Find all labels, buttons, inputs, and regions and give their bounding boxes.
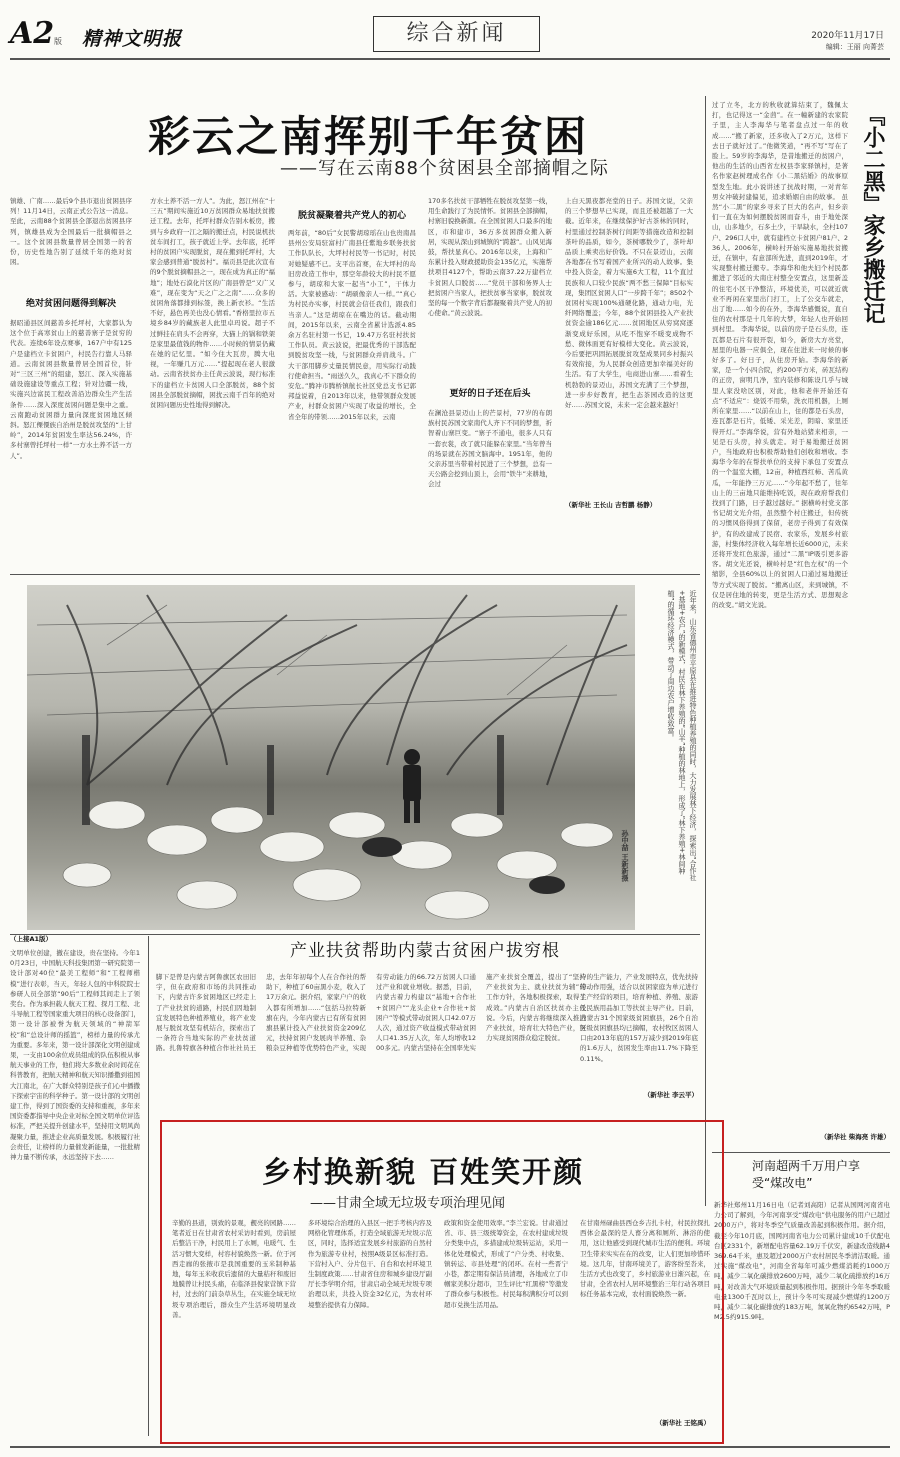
side-brief-headline: 河南超两千万用户享受“煤改电” (752, 1159, 861, 1190)
side-brief-body: 新华社郑州11月16日电（记者刘高阳）记者从国网河南省电力公司了解到，今年河南享受“煤改电”供电服务的用户已超过2000万户，将对冬季空气质量改善起到积极作用。据介绍，截至今年10月底，国网河南省电力公司累计建成10千伏配电台区2331个，新增配电容量62.19万千伏安，新建改造线路4369.64千米，惠及超过2000万户农村居民冬季清洁取暖。通过实施“煤改电”，河南全省每年可减少燃煤消耗约1000万吨，减少二氧化碳排放2600万吨，减少二氧化硫排放约16万吨，对改善大气环境质量起到积极作用。据预计今年冬季取暖电量1300千瓦时以上，预计今冬可实现减少燃煤约1200万吨，减少二氧化碳排放约183万吨，氮氧化物约6542万吨，PM2.5约915.9吨。 (714, 1201, 890, 1322)
footer-rule (10, 1446, 890, 1448)
right-story-headline: 『小二黑』家乡搬迁记 (860, 104, 886, 324)
header-rule (10, 58, 890, 60)
inner-mongolia-right-col: 户的生产能力，产业发展特点，优先扶持带动作用强，适合以贫困家庭为单元进行生产经营的项目，培育种植、养殖、旅游及民族用品加工等扶贫主导产业。目前，内蒙古31个国家级贫困旗县，26个自治区级贫困旗县均已摘帽，农村牧区贫困人口由2013年底的157万减少到2019年底的1.6万人，贫困发生率由11.7%下降至0.11%。 (580, 973, 698, 1063)
side-brief-rule (712, 1152, 890, 1153)
continued-label: （上接A1版） (10, 935, 53, 943)
lead-col5-body: 170多名扶贫干部牺牲在脱贫攻坚第一线，用生命践行了为民情怀。贫困县全部摘帽，村寨旧貌换新颜。在全国贫困人口最多的地区，市和建市，36万多贫困群众搬入新居，实现从深山到城镇的“跨越”。山风见海鼓，帮扶显真心。2016年以来，上海和广东累计投入财政援助资金135亿元，实施帮扶项目4127个，帮助云南37.22万建档立卡贫困人口脱贫……“党员干部和务界人士把贫困户当家人，把扶贫事当家事，脱贫攻坚的每一个数字背后都凝聚着共产党人的初心使命。”黄云波说。 (428, 197, 552, 318)
gansu-byline: （新华社 王铭禹） (655, 1419, 710, 1427)
lead-byline: （新华社 王长山 吉哲鹏 杨静） (565, 501, 657, 509)
lead-intro: 镇雄、广南……最后9个县市退出贫困县序列！11月14日，云南正式公告这一消息。至此，云南88个贫困县全部退出贫困县序列，镇雄县成为全国最后一批摘帽县之一。这个贫困县数量曾居全国第一的省份，历史性地告别了延续千年的绝对贫困。 (10, 197, 132, 267)
lead-col6-body: 上白天黑夜都亮堂的日子。苏国文说，父亲的三个梦想早已实现，而且还被超越了一大截。近年来，在继续保护好古茶林的同时，村里通过控制茶树行间距等措施改造和控制茶叶的品质，如今，茶树哪数少了，茶叶却品质上乘卖出好价钱。不只在景迈山，云南各地都在书写着国产业所兴的动人故事。集中投入资金，着力实施6大工程，11个直过民族和人口较少民族“两不愁三保障”目标实现，集团区贫困人口“一步跨千年”；8502个贫困村实现100%通硬化路，通动力电，光纤网络覆盖；今年，88个贫困县投入产业扶贫资金逾186亿元……贫困地区从穷窝窝逐渐变成好乐园，从吃不饱穿不暖变成物不愁、微体面更有好模样大变化。黄云波说，今后要把巩固拓展脱贫攻坚成果同乡村振兴有效衔接，为人民群众创造更加幸福美好的生活。有了大学生，电商进山寨……看着生机勃勃的景迈山，苏国文充满了三个梦想，进一步步好教育，把生态茶园改造的这更好……苏国文说，未来一定会越来越好！ (565, 197, 693, 410)
photo-illustration (27, 585, 635, 930)
lead-headline: 彩云之南挥别千年贫困 (148, 112, 589, 161)
inner-mongolia-byline: （新华社 李云平） (643, 1091, 698, 1099)
lead-subhead-1: 绝对贫困问题得到解决 (25, 299, 116, 309)
page-suffix: 版 (54, 37, 62, 46)
gansu-col4: 在甘南州碌曲县西仓乡吉扎卡村，村民拉探扎西体会最深的是人畜分离和厕所、淋浴的使用，这让他感受到现代城市生活的便利。环境卫生带来实实在在的改变，让人们更加珍惜环境。这几年，甘南环境美了，游客纷至沓来，生活方式也改变了，乡村旅游业日渐兴起，在甘肃，全省农村人居环境整治三年行动各项目标任务基本完成，农村面貌焕然一新。 (580, 1219, 710, 1299)
lead-subhead-3: 更好的日子还在后头 (449, 389, 531, 399)
inner-mongolia-headline: 产业扶贫帮助内蒙古贫困户拔穷根 (290, 941, 560, 961)
inner-mongolia-body: 脚下是曾是内蒙古阿鲁旗区农田旧宇，但在政府和市场的共同推动下，内蒙古许多贫困地区已经走上了产业扶贫的道路，村民们因地制宜发展特色种植养殖业，将产业发展与脱贫攻坚有机结合，探索出了一条符合当地实际的产业扶贫道路。扎鲁特旗各种植合作社社员王忠，去年年初每个人在合作社的帮助下，种植了60亩黑小麦，收入了17万余元。据介绍，家家户户的收入都有所增加……“包括马拉特新旗在内，今年内蒙古已有所有贫困旗县累计投入产业扶贫资金209亿元，扶持贫困户发展肉羊养殖、杂粮杂豆种植等优势特色产业，实现有劳动能力的66.72万贫困人口通过产业和就业增收。据悉，目前，内蒙古着力构建以“基地+合作社+贫困户”“龙头企业+合作社+贫困户”等模式带动贫困人口42.07万人次，通过资产收益模式带动贫困人口41.35万人次，年人均增收1200多元。内蒙古坚持在全国率先实施产业扶贫全覆盖，提出了“坚持产业扶贫为主、就业扶贫为辅”的工作方针，各地积极探索，取得了成效。”内蒙古自治区扶贫办主任说。今后，内蒙古将继续深入推进产业扶贫，培育壮大特色产业，努力实现贫困群众稳定脱贫。 (156, 973, 586, 1053)
page-number: A2 (10, 16, 55, 51)
gansu-subheadline: ——甘肃全域无垃圾专项治理见闻 (310, 1196, 506, 1211)
photo-credit: 孙中喆 王新新摄 (621, 830, 629, 882)
continued-story-rule (148, 936, 149, 1436)
lead-col2-body: 方水土养不活一方人”。为此，怒江州在“十三五”期间实施近10万贫困群众易地扶贫搬迁工程。去年，托坪村群众告别木板房，搬到与乡政府一江之隔的搬迁点，村民说机扶贫车间打工，孩子就近上学。去年底，托坪村的贫困户实现脱贫，现在搬到托坪村，大家会感到普通“脱贫村”。福贡县是此次宣布的9个脱贫摘帽县之一，现在成为真正的“福地”；地处石漠化片区的广南县曾是“又广又难”，现在变为“天之广之之南”……众多的贫困角落都排到标签，换上新衣衫。“生活不好，悬色再美也没心情看。”香格里拉市五境乡84岁的藏族老人此里卓玛说。超子不过鲜挂在肩头不会再穿，大猫上的锅和铁架是家里最值钱的物件……小时候的情景仍藏在她的记忆里。“如今住大瓦房，腾大电视，一年赚几万元……”提起现在老人很激动。云南省扶贫办主任黄云波说，现行标准下的建档立卡贫困人口全部脱贫，88个贫困县全部脱贫摘帽，困扰云南千百年的绝对贫困问题历史性地得到解决。 (150, 197, 275, 410)
continued-story-body: 文明单位创建，撤在建设，贵在坚持。今年10月23日，中国航天科技集团第一研究院第一设计部对40位“最美工程师”和“工程师楷模”进行表彰，当天，年轻人包的中科院院士参研人员全部第“90后”工程师其间走上了领奖台。作为承担载人航天工程、探月工程、北斗导航工程等国家重大项目的核心设备部门，第一设计部被誉为航天领域的“神箭军校”和“总设计师的摇篮”，榜样力量的传承尤为重要。多年来，第一设计部深化文明创建成果，一支由100余位成员组成的队伍积极从事航天事业的工作，他们将大多数业余时间花在科普教育，把航天精神和航天知识播撒到祖国大江南北，在广大群众特别是孩子们心中播撒下探索宇宙的科学种子。第一设计部的文明创建工作，得到了国资委的支持和重视，多年来国资委都指导中央企业对标全国文明单位评选标准，严把关提升创建水平，坚持用文明风尚凝聚力量，推进企业高质量发展。积极履行社会责任，让榜样的力量催发新能量，一批批精神力量不断传承，永远坚持下去…… (10, 949, 140, 1162)
lead-bottom-rule (10, 574, 700, 575)
right-story-body (712, 100, 848, 1110)
issue-date: 2020年11月17日 (811, 31, 884, 41)
photo-caption: 近年来，山东省德州市平原县在推进特色种植养殖的同时，大力发展林下经济，探索出“合作社+基地+农户”的新模式，村民在林下养殖的“山羊”种植的林地上，形成了“林下养殖+林间种植”的循环经济模式，带动了周边农户增收致富。 (667, 590, 697, 881)
gansu-col1: 辛勤的县道，别致的景观，靓亮的园路……笔者近日在甘肃省农村采访时看到，房前屋后整洁干净，村民用上了水厕，电暖气、生活习惯大变样，村容村貌焕然一新。位于河西走廊的张掖市是我国重要的玉米制种基地，每年玉米收获后遗留的大量秸秆和废旧地膜曾让村民头痛，在临泽县倪家营镇下营村，过去的门前杂草丛生，在实施全域无垃圾专项治理后，群众生产生活环境明显改善。 (172, 1219, 296, 1319)
gansu-headline: 乡村换新貌 百姓笑开颜 (262, 1155, 585, 1189)
lead-col5-body2: 在澜沧县景迈山上的芒景村，77岁的布朗族村民苏国文家南代人齐下不同的梦想，祈智着山寨巨变。“寨子不通电，很多人只有一套衣裳，改了就只能躲在家里。”当年曾当的场景就在苏国文脑海中。1951年，他的父亲苏里当带着村民进了三个梦想，总有一天公路会挖到山顶上，会用“铁牛”来耕地，会过 (428, 409, 552, 489)
goat-herding-photo (27, 585, 635, 930)
lead-col1-body: 据昭通县区间慈善乡托坪村，大家都认为这个位于高寒贫山上的慈善寨子是贫穷的代表。连续6年设点赛事，167户中有125户是建档立卡贫困户，村民告行靠人马驿道。云南贫困县数量曾居全国首位，针对“三区三州”的组建，怒江、深入实施基础设施建设等重点工程；针对边疆一线，实施兴边富民工程改善沿边群众生产生活条件……深入深度贫困问题是集中之重。云南跑动贫困群力量向深度贫困地区倾斜。怒江傈僳族自治州是脱贫攻坚的“上甘岭”，2014年贫困发生率达56.24%，许多村寨曾托坪村一样“一方水土养不活一方人”。 (10, 319, 132, 460)
right-story-part-2: 虽然“小二黑”的家乡寻来了巨大的名声，但乡亲们一直在为如何摆脱贫困而奋斗，由于地处深山，山多地少，石多土少，干旱缺水，全村107户、296口人中，就有建档立卡贫困户81户、236人。2006年，横岭村开始实施易地扶贫搬迁，在镇中，有意部所先进，直到2019年，才实现整村搬迁搬专。李海华和他夫妇个村民都搬进了邻近的大南庄村整全安置点，这里新盖的住宅小区干净整洁，环境优美，可以就近就业不再闲在家里出门打工，上了公交车就走，出了地……如今的在外，李海华感慨说，直自住的农村那是十几年的大梦，年轻人也开始回到村里。 (712, 192, 848, 334)
right-column-rule (705, 96, 706, 1206)
lead-subheadline: ——写在云南88个贫困县全部摘帽之际 (280, 158, 609, 179)
paper-name-logo: 精神文明报 (82, 28, 183, 50)
right-story-part-4: 据横岭村党支部书记胡文光介绍，虽然整个村庄搬迁，但传统的习惯风俗得到了保留，老房子得到了有效保护，有的改建成了民宿、农家乐，发展乡村旅游，村集体经济收入每年增长近6000元，未来还将开发红色旅游，通过“二黑”IP吸引更多游客。胡文光还说，横岭村是“红色左权”的一个缩影，全县60%以上的贫困人口通过易地搬迁等方式实现了脱贫。“搬离山区，来到城镇，不仅是居住地的转变，更是生活方式、思想观念的改变。”胡文光说。 (712, 498, 848, 609)
gansu-story-box (160, 1120, 724, 1444)
gansu-col3: 政策和资金使用效率。”李兰宏说。甘肃通过省、市、县三级统筹资金，在农村建成垃圾分类集中点，多措建成垃圾转运站，采用一体化处理模式，形成了“户分类、村收集、镇转运、市县处理”的闭环。在村一些晋宁小巷，都定期有保洁员清理，各地成立了巾帼家美积分超市，卫生评比“红黑榜”等激发了群众参与积极性。村民每积满积分可以到超市兑换生活用品。 (444, 1219, 568, 1309)
right-story-part-3: 李海华说，以前的房子是石头房，连瓦都是石片有很开裂，如今，新房大方亮堂，屋里的电器一应俱全，现在住进来一时候的事好多了。好日子，从住房开始。李海华的新家，是一个小四合院，约200平方米，砖瓦结构的正房，窗明几净，室内装修和陈设几乎与城里人家没啥区别，对此，他和老伴开始还有点“不适应”：烧饭不用柴，洗衣用机器，上厕所在家里……“以前在山上，住的都是石头房，连瓦都是石片，低矮、采光差，阴暗、家里还得开灯。”李海华说，营有外地站猪来相亲，一见是石头房，掉头就走。对于易地搬迁贫困户，当地政府也积极帮助他们创收和增收。李海华今年的在帮扶单位的支持下承包了安置点的一个温室大棚，12亩，种植西红柿、苦瓜黄瓜，一年能挣三万元……“今年起不愁了，往年山上的三亩地只能维持吃饭，现在政府帮我们找到了门路，日子越过越好。” (712, 325, 848, 507)
lead-subhead-2: 脱贫凝聚着共产党人的初心 (297, 211, 406, 221)
right-story-byline: （新华社 柴海亮 许雄） (820, 1133, 890, 1141)
right-story-part-1: 过了立冬，北方的秋收就算结束了，魏佩太打，也记得这一“金茴”。在一幢新建的农家院子里，主人李海华与笔者盘点过一年的收成……“搬了新家，还多收入了2万元，这样下去日子就好过了。”他微笑道，“再不写”写在了脸上。59岁的李海华，是昔地搬迁的贫困户，他出的生活的山西省左权县李家驿镇村，是著名作家赵树理成名作《小二黑结婚》的故事原型发生地。此小说讲述了抗战时期，一对青年男女冲破封建偏见，追求婚姻自由的故事。 (712, 101, 848, 201)
editor-credit: 编辑：王丽 向菁芸 (825, 43, 884, 51)
lead-col3-body: 两年前，“80后”女民警胡琼瑶在山也贵南昌县州公安局驻富村广南县任紫地乡联务扶贫工作队队长，大坪村村民等一书记时，村民对她疑感不已。支平出首赛，在大坪村的岛旧房改造工作中，那空年龄较大的村民不愿参与，胡琼和大家一起当“小工”，干体力活。大家被感动：“胡硕像亲人一样。”“真心为村民办实事，村民就会信任我们，跟我们当亲人。”这是胡琼在在嘴边的话。截动期间，2015年以来，云南全省累计选派4.85余万名驻村第一书记，19.47万名驻村扶贫工作队员。黄云波说，把最优秀的干部选配到脱贫攻坚一线，与贫困群众并肩战斗。广大干部用脚步丈量民情民意，用实际行动践行使命担当。“雨送久久，我真心不下群众的安危。”腾冲市腾桥镇航长社区党总支书记郭邦益说着，自2013年以来，他带领群众发展产业，村群众贫困户实现了收益的增长，全省全年的带领……2015年以来，云南 (288, 229, 416, 421)
section-name: 综合新闻 (373, 16, 540, 52)
gansu-col2: 多环境综合治理的入县区一把手考核内容及网格化管理体系，打造全域旅游无垃圾示范区，同时，选择适宜发展乡村旅游的自然村作为旅游专业村，按照A级景区标准打造。下营村入户、分片包干、自台和农村环境卫生制度政策……甘肃省住房和城乡建设厅副厅长李学明介绍，甘肃启动全域无垃圾专项治理以来，共投入资金32亿元，为农村环境整治提供有力保障。 (308, 1219, 432, 1309)
masthead (10, 14, 890, 56)
